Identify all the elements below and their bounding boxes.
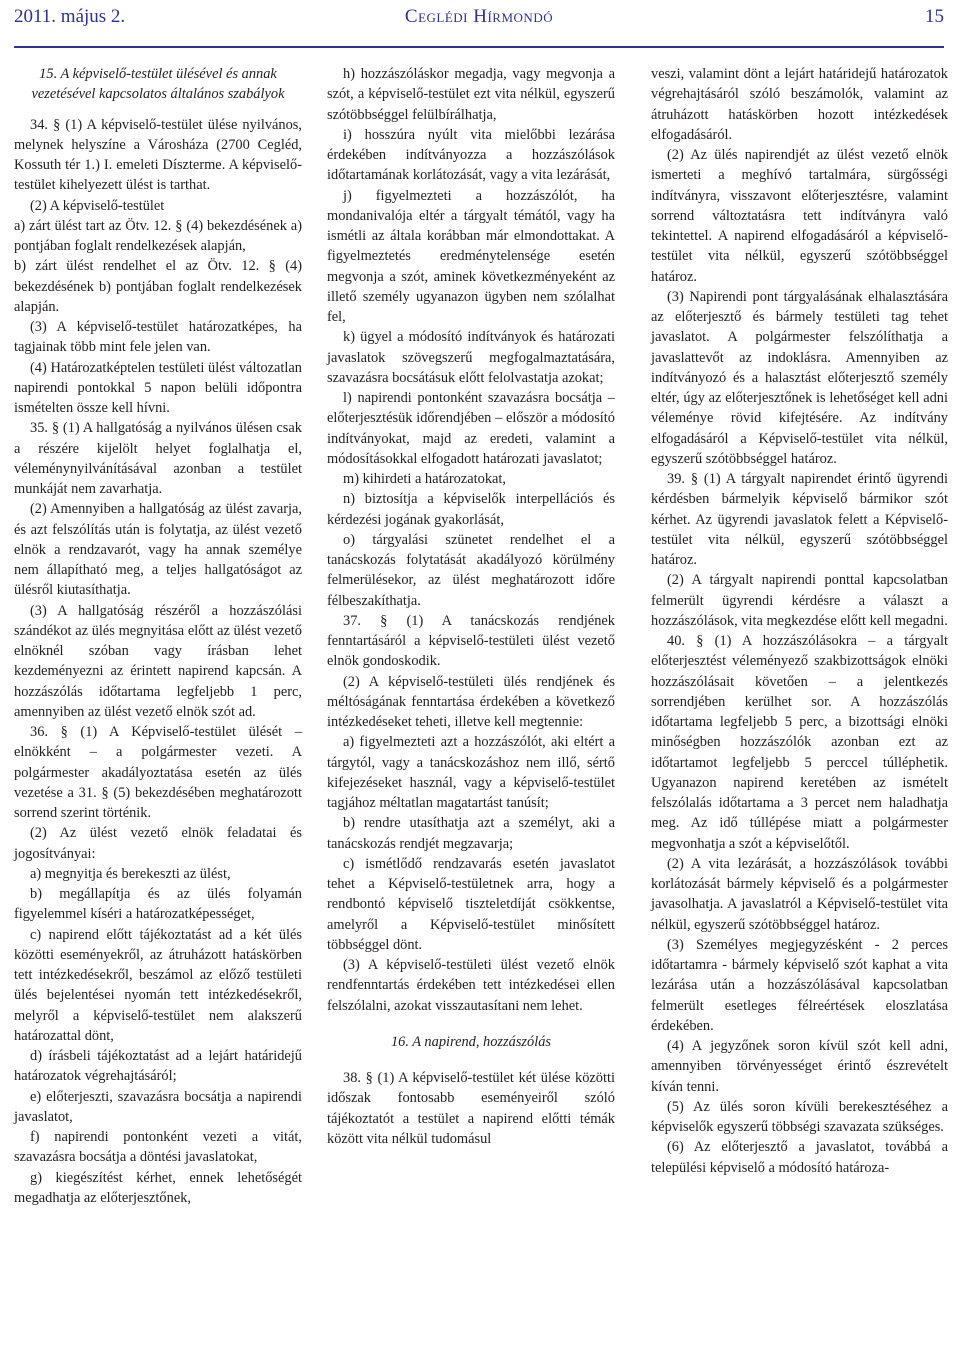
paragraph: (2) Az ülés napirendjét az ülést vezető elnök ismerteti a meghívó tartalmára, sürgősségi indítványra, visszavont előterjesztésre, valamint sorrend változtatásra tett indítványra való tekintettel. A napirend elfogadásáról a képviselő-testület vita nélkül, egyszerű szótöbbséggel határoz.	[651, 147, 948, 285]
paragraph: c) napirend előtt tájékoztatást ad a két ülés közötti eseményekről, az átruházott hatáskörben tett intézkedésekről, beszámol az előző testületi ülés bejelentései nyomán tett intézkedésekről, melyről a képviselő-testület nem alakszerű határozattal dönt,	[14, 926, 302, 1044]
paragraph: b) zárt ülést rendelhet el az Ötv. 12. § (4) bekezdésének b) pontjában foglalt rendelkezések alapján.	[14, 258, 302, 315]
paragraph: veszi, valamint dönt a lejárt határidejű határozatok végrehajtásáról szóló beszámolók, valamint az átruházott hatáskörben hozott intézkedések elfogadásáról.	[651, 66, 948, 143]
paragraph: (4) A jegyzőnek soron kívül szót kell adni, amennyiben törvényességet érintő észrevételt kíván tenni.	[651, 1038, 948, 1095]
paragraph: a) megnyitja és berekeszti az ülést,	[30, 865, 231, 882]
paragraph: (3) A hallgatóság részéről a hozzászólási szándékot az ülés megnyitása előtt az ülést vezető elnöknél szóban vagy írásban lehet kezdeményezni az érintett napirend kapcsán. A hozzászólás időtartama legfeljebb 1 perc, amennyiben az ülést vezető elnök szót ad.	[14, 602, 302, 720]
paragraph: e) előterjeszti, szavazásra bocsátja a napirendi javaslatot,	[14, 1088, 302, 1125]
text-column-3	[651, 64, 948, 1178]
paragraph: (5) Az ülés soron kívüli berekesztéséhez a képviselők egyszerű többségi szavazata szükséges.	[651, 1098, 948, 1135]
paragraph: (2) A képviselő-testület	[30, 197, 165, 214]
paragraph: (2) Amennyiben a hallgatóság az ülést zavarja, és azt felszólítás után is folytatja, az ülést vezető elnök a rendzavarót, vagy ha annak személye nem állapítható meg, a teljes hallgatóságot az ülésről kiutasíthatja.	[14, 501, 302, 599]
paragraph: 39. § (1) A tárgyalt napirendet érintő ügyrendi kérdésben bármelyik képviselő bármikor szót kérhet. Az ügyrendi javaslatok felett a Képviselő-testület vita nélkül, egyszerű szótöbbséggel határoz.	[651, 471, 948, 568]
page-number: 15	[925, 6, 944, 27]
newspaper-title: Ceglédi Hírmondó	[404, 6, 554, 27]
paragraph: d) írásbeli tájékoztatást ad a lejárt határidejű határozatok végrehajtásáról;	[14, 1048, 302, 1085]
paragraph: (3) Napirendi pont tárgyalásának elhalasztására az előterjesztő és bármely testületi tag tehet javaslatot. A polgármester felszólíthatja a javaslattevőt az indoklásra. Amennyiben az indítványozó és a halasztást előterjesztő személy eltér, úgy az előterjesztőnek is lehetőséget kell adni véleménye rövid kifejtésére. Az indítvány elfogadásáról a Képviselő-testület vita nélkül, egyszerű szótöbbséggel határoz.	[651, 288, 948, 467]
paragraph: (2) A vita lezárását, a hozzászólások további korlátozását bármely képviselő és a polgármester javasolhatja. A javaslatról a Képviselő-testület vita nélkül, egyszerű szótöbbséggel határoz.	[651, 855, 948, 933]
paragraph: o) tárgyalási szünetet rendelhet el a tanácskozás folytatását akadályozó körülmény felmerülésekor, az ülést meghatározott időre félbeszakíthatja.	[327, 531, 615, 609]
issue-date: 2011. május 2.	[14, 6, 126, 27]
paragraph: l) napirendi pontonként szavazásra bocsátja – előterjesztésük időrendjében – először a módosító indítványokat, majd az eredeti, valamint a módosításokkal elfogadott határozati javaslatot;	[327, 390, 615, 467]
paragraph: j) figyelmezteti a hozzászólót, ha mondanivalója eltér a tárgyalt témától, vagy ha ismétli az általa korábban már elmondottakat. A figyelmeztetés eredménytelensége esetén megvonja a szót, aminek következményeként az illető személy ugyanazon ügyben nem szólalhat fel,	[327, 187, 615, 325]
paragraph: a) figyelmezteti azt a hozzászólót, aki eltért a tárgytól, vagy a tanácskozáshoz nem illő, sértő kifejezéseket használ, vagy a képviselő-testület tagjához méltatlan magatartást tanúsít;	[327, 734, 615, 811]
paragraph: 37. § (1) A tanácskozás rendjének fenntartásáról a képviselő-testületi ülést vezető elnök gondoskodik.	[327, 612, 615, 670]
paragraph: i) hosszúra nyúlt vita mielőbbi lezárása érdekében indítványozza a hozzászólások időtartamának korlátozását, vagy a vita lezárását,	[327, 126, 615, 184]
paragraph: n) biztosítja a képviselők interpellációs és kérdezési jogának gyakorlását,	[327, 491, 615, 528]
paragraph: f) napirendi pontonként vezeti a vitát, szavazásra bocsátja a döntési javaslatokat,	[14, 1129, 302, 1166]
paragraph: (2) A tárgyalt napirendi ponttal kapcsolatban felmerült ügyrendi kérdésre a választ a hozzászólások, vita megkezdése előtt kell megadni.	[651, 572, 948, 629]
paragraph: 36. § (1) A Képviselő-testület ülését – elnökként – a polgármester vezeti. A polgármester akadályoztatása esetén az ülés vezetése a 31. § (5) bekezdésében meghatározott sorrend szerint történik.	[14, 724, 302, 821]
paragraph: m) kihirdeti a határozatokat,	[343, 471, 507, 487]
paragraph: 34. § (1) A képviselő-testület ülése nyilvános, melynek helyszíne a Városháza (2700 Cegléd, Kossuth tér 1.) I. emeleti Díszterme. A képviselő-testület kihelyezett ülést is tarthat.	[14, 116, 302, 194]
paragraph: h) hozzászóláskor megadja, vagy megvonja a szót, a képviselő-testület ezt vita nélkül, egyszerű szótöbbséggel felülbírálhatja,	[327, 66, 615, 123]
paragraph: k) ügyel a módosító indítványok és határozati javaslatok szövegszerű megfogalmaztatására, szavazásra bocsátásuk előtt felolvastatja azokat;	[327, 329, 615, 386]
paragraph: b) megállapítja és az ülés folyamán figyelemmel kíséri a határozatképességet,	[14, 886, 302, 923]
paragraph: b) rendre utasíthatja azt a személyt, aki a tanácskozás rendjét megzavarja;	[327, 815, 615, 852]
paragraph: 38. § (1) A képviselő-testület két ülése közötti időszak fontosabb eseményeiről szóló tájékoztatót a testület a napirend előtti témák között vita nélkül tudomásul	[327, 1070, 615, 1147]
paragraph: 15. A képviselő-testület ülésével és annak vezetésével kapcsolatos általános szabályok	[31, 66, 285, 103]
paragraph: (6) Az előterjesztő a javaslatot, továbbá a települési képviselő a módosító határoza-	[651, 1139, 948, 1176]
header-rule	[14, 46, 944, 48]
page-header	[14, 6, 944, 32]
paragraph: 40. § (1) A hozzászólásokra – a tárgyalt előterjesztést véleményező szakbizottságok elnöki hozzászólásait követően – a jelentkezés sorrendjében kerülhet sor. A hozzászólás időtartama legfeljebb 5 perc, a bizottsági elnöki minőségben hozzászólók azonban ezt az időtartamot legfeljebb 5 perccel túlléphetik. Ugyanazon napirend keretében az ismételt felszólalás időtartama a 3 percet nem haladhatja meg. Az idő túllépése miatt a polgármester megvonhatja a szót a képviselőtől.	[651, 633, 948, 852]
paragraph: c) ismétlődő rendzavarás esetén javaslatot tehet a Képviselő-testületnek arra, hogy a rendbontó képviselő tiszteletdíját csökkentse, amelyről a Képviselő-testület minősített többséggel dönt.	[327, 855, 615, 953]
text-column-2	[327, 64, 615, 1149]
paragraph: (3) Személyes megjegyzésként - 2 perces időtartamra - bármely képviselő szót kaphat a vita lezárása után a hozzászólásával kapcsolatban felmerült esetleges félreértések eloszlatása érdekében.	[651, 936, 948, 1034]
paragraph: (2) A képviselő-testületi ülés rendjének és méltóságának fenntartása érdekében a következő intézkedéseket teheti, illetve kell megtennie:	[327, 673, 615, 730]
paragraph: (3) A képviselő-testületi ülést vezető elnök rendfenntartás érdekében tett intézkedései ellen felszólalni, azokat visszautasítani nem lehet.	[327, 957, 615, 1014]
paragraph: g) kiegészítést kérhet, ennek lehetőségét megadhatja az előterjesztőnek,	[14, 1169, 302, 1206]
paragraph: 16. A napirend, hozzászólás	[390, 1033, 552, 1050]
paragraph: a) zárt ülést tart az Ötv. 12. § (4) bekezdésének a) pontjában foglalt rendelkezések alapján,	[14, 217, 302, 254]
paragraph: 35. § (1) A hallgatóság a nyilvános ülésen csak a részére kijelölt helyet foglalhatja el, véleménynyilvánításával azonban a testület munkáját nem zavarhatja.	[14, 420, 302, 497]
text-column-1	[14, 64, 302, 1208]
paragraph: (4) Határozatképtelen testületi ülést változatlan napirendi pontokkal 5 napon belüli időpontra ismételten össze kell hívni.	[14, 359, 302, 416]
paragraph: (3) A képviselő-testület határozatképes, ha tagjainak több mint fele jelen van.	[14, 319, 302, 356]
paragraph: (2) Az ülést vezető elnök feladatai és jogosítványai:	[14, 825, 302, 862]
